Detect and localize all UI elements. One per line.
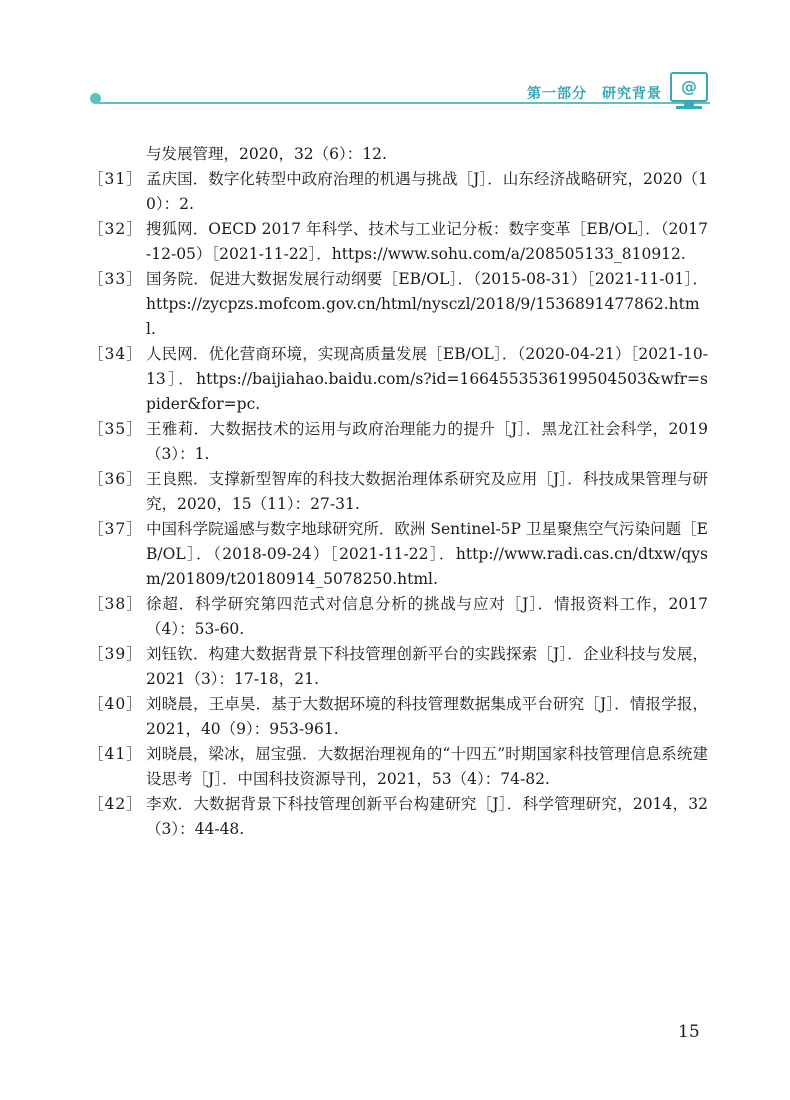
reference-text: 王良熙．支撑新型智库的科技大数据治理体系研究及应用［J］．科技成果管理与研究，2020，15（11）：27-31.	[146, 470, 708, 513]
running-section-title: 第一部分 研究背景	[527, 86, 662, 102]
reference-continuation	[88, 142, 708, 167]
reference-number: ［32］	[88, 220, 143, 238]
reference-number: ［31］	[88, 170, 143, 188]
reference-item	[88, 642, 708, 692]
reference-text: 搜狐网．OECD 2017 年科学、技术与工业记分板：数字变革［EB/OL］．（2017-12-05）［2021-11-22］．https://www.sohu.com/a/208505133_810912.	[146, 220, 708, 263]
reference-number: ［39］	[88, 645, 143, 663]
reference-number: ［36］	[88, 470, 143, 488]
reference-number: ［38］	[88, 595, 143, 613]
reference-text: 国务院．促进大数据发展行动纲要［EB/OL］．（2015-08-31）［2021-11-01］．https://zycpzs.mofcom.gov.cn/html/nysczl/2018/9/1536891477862.html.	[146, 270, 708, 338]
page-header	[0, 0, 790, 120]
reference-number: ［35］	[88, 420, 143, 438]
reference-item	[88, 592, 708, 642]
monitor-screen: @	[670, 72, 708, 102]
reference-text: 徐超．科学研究第四范式对信息分析的挑战与应对［J］．情报资料工作，2017（4）：53-60.	[146, 595, 708, 638]
monitor-at-icon	[670, 72, 710, 112]
reference-item	[88, 167, 708, 217]
reference-text: 李欢．大数据背景下科技管理创新平台构建研究［J］．科学管理研究，2014，32（3）：44-48.	[146, 795, 708, 838]
reference-list	[88, 142, 708, 842]
reference-item	[88, 517, 708, 592]
reference-item	[88, 742, 708, 792]
reference-number: ［42］	[88, 795, 143, 813]
reference-number: ［37］	[88, 520, 143, 538]
page-number: 15	[678, 1022, 700, 1042]
reference-text: 刘晓晨，梁冰，屈宝强．大数据治理视角的“十四五”时期国家科技管理信息系统建设思考［J］．中国科技资源导刊，2021，53（4）：74-82.	[146, 745, 708, 788]
reference-item	[88, 267, 708, 342]
reference-number: ［33］	[88, 270, 143, 288]
reference-number: ［34］	[88, 345, 143, 363]
reference-item	[88, 792, 708, 842]
reference-text: 人民网．优化营商环境，实现高质量发展［EB/OL］．（2020-04-21）［2021-10-13］．https://baijiahao.baidu.com/s?id=1664553536199504503&wfr=spider&for=pc.	[146, 345, 708, 413]
reference-text: 王雅莉．大数据技术的运用与政府治理能力的提升［J］．黑龙江社会科学，2019（3）：1.	[146, 420, 708, 463]
reference-item	[88, 342, 708, 417]
reference-number: ［40］	[88, 695, 143, 713]
reference-item	[88, 217, 708, 267]
reference-text: 中国科学院遥感与数字地球研究所．欧洲 Sentinel-5P 卫星聚焦空气污染问题［EB/OL］．（2018-09-24）［2021-11-22］．http://www.radi.cas.cn/dtxw/qysm/201809/t20180914_5078250.html.	[146, 520, 708, 588]
reference-number: ［41］	[88, 745, 143, 763]
reference-text: 孟庆国．数字化转型中政府治理的机遇与挑战［J］．山东经济战略研究，2020（10）：2.	[146, 170, 708, 213]
reference-text: 刘钰钦．构建大数据背景下科技管理创新平台的实践探索［J］．企业科技与发展，2021（3）：17-18，21.	[146, 645, 708, 688]
reference-text: 与发展管理，2020，32（6）：12.	[146, 145, 387, 163]
reference-text: 刘晓晨，王卓昊．基于大数据环境的科技管理数据集成平台研究［J］．情报学报，2021，40（9）：953-961.	[146, 695, 708, 738]
monitor-base	[676, 106, 702, 109]
reference-item	[88, 692, 708, 742]
reference-item	[88, 467, 708, 517]
reference-item	[88, 417, 708, 467]
